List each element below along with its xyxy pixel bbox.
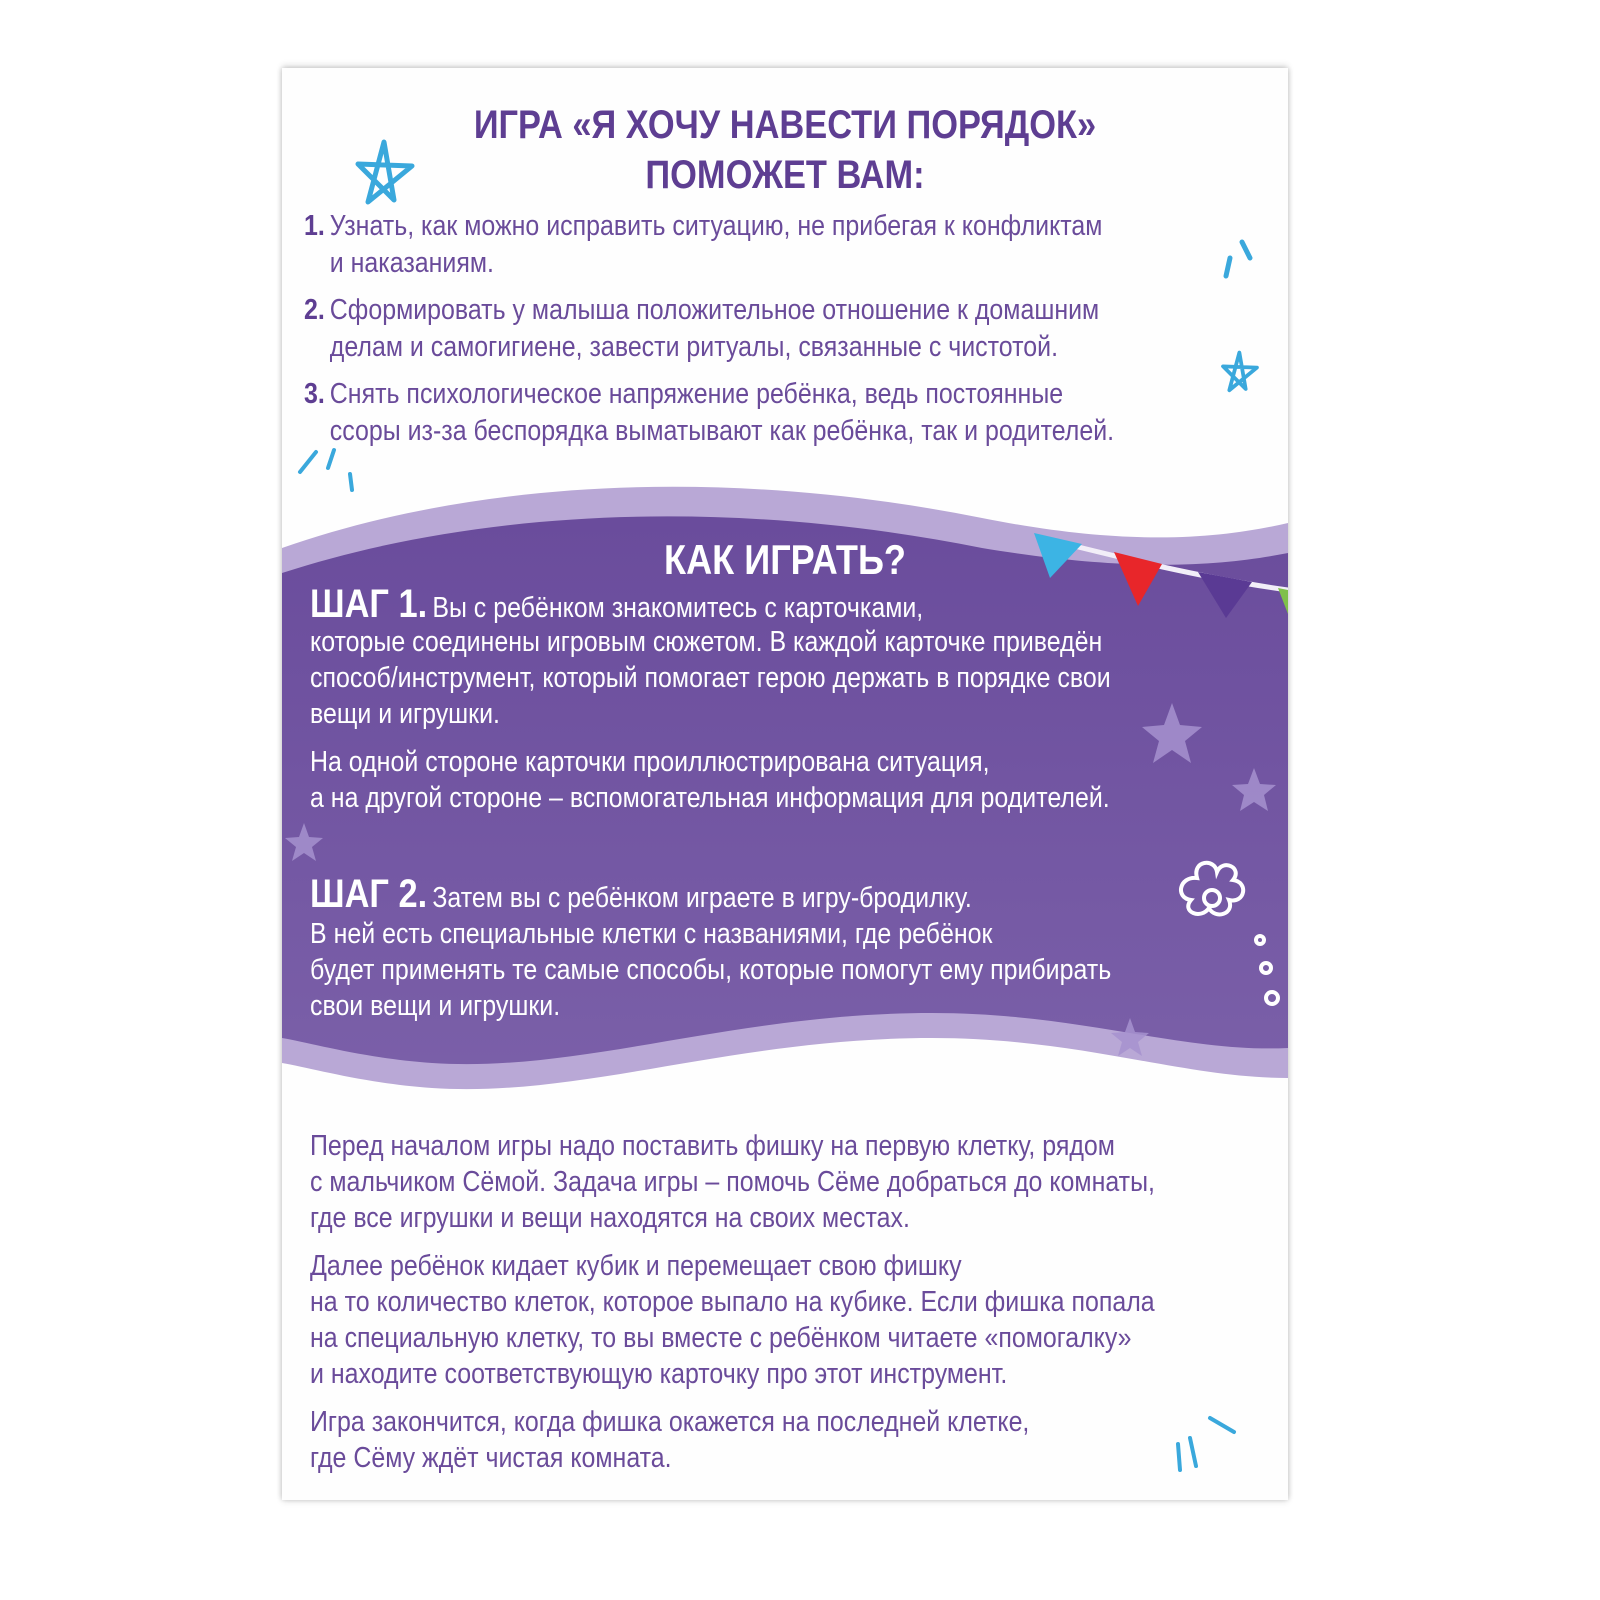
paragraph: Игра закончится, когда фишка окажется на последней клетке, где Сёму ждёт чистая комната.	[310, 1406, 1030, 1474]
step-label: ШАГ 2.	[310, 872, 428, 916]
step-1: ШАГ 1. Вы с ребёнком знакомитесь с карточками, которые соединены игровым сюжетом. В каждой карточке приведён способ/инструмент, который помогает герою держать в порядке свои вещи и игрушки. На одной стороне карточки проиллюстрирована ситуация, а на другой стороне – вспомогательная информация для родителей.	[310, 582, 1111, 814]
list-item: 1. Узнать, как можно исправить ситуацию, не прибегая к конфликтам и наказаниям.	[304, 210, 1103, 279]
title-line-2: ПОМОЖЕТ ВАМ:	[645, 153, 925, 197]
dash-doodle-icon	[1170, 1408, 1250, 1478]
paragraph: Далее ребёнок кидает кубик и перемещает свою фишку на то количество клеток, которое выпало на кубике. Если фишка попала на специальную клетку, то вы вместе с ребёнком читаете «помогалку» и находите соответствующую карточку про этот инструмент.	[310, 1250, 1155, 1390]
list-item: 3. Снять психологическое напряжение ребёнка, ведь постоянные ссоры из-за беспорядка выматывают как ребёнка, так и родителей.	[304, 378, 1115, 447]
step-2: ШАГ 2. Затем вы с ребёнком играете в игру-бродилку. В ней есть специальные клетки с названиями, где ребёнок будет применять те самые способы, которые помогут ему прибирать свои вещи и игрушки.	[310, 872, 1112, 1022]
game-instructions	[310, 1128, 1282, 1488]
instruction-card	[282, 68, 1288, 1500]
benefits-list	[304, 208, 1264, 460]
list-item: 2. Сформировать у малыша положительное отношение к домашним делам и самогигиене, завести ритуалы, связанные с чистотой.	[304, 294, 1100, 363]
step-label: ШАГ 1.	[310, 582, 428, 626]
title-line-1: ИГРА «Я ХОЧУ НАВЕСТИ ПОРЯДОК»	[473, 103, 1097, 147]
page-title	[352, 100, 1217, 200]
paragraph: Перед началом игры надо поставить фишку на первую клетку, рядом с мальчиком Сёмой. Задача игры – помочь Сёме добраться до комнаты, где все игрушки и вещи находятся на своих местах.	[310, 1130, 1155, 1234]
how-to-play-title: КАК ИГРАТЬ?	[664, 536, 906, 583]
